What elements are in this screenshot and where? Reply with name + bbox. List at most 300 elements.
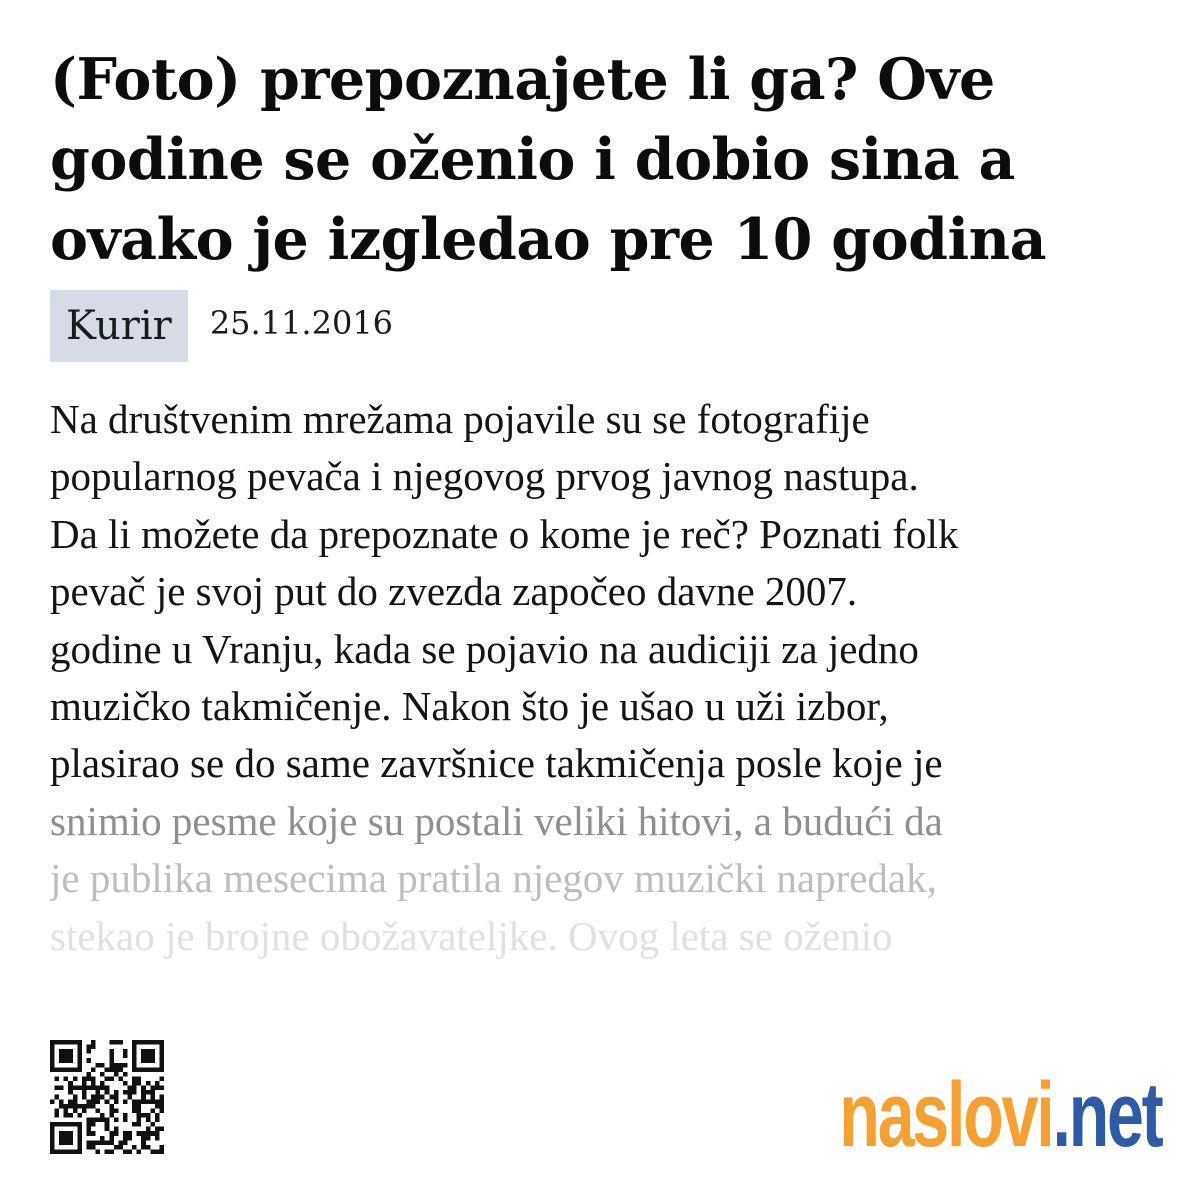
qr-module [64,1113,69,1118]
qr-module [146,1131,151,1136]
qr-module [77,1127,82,1132]
qr-module [132,1040,137,1045]
qr-module [55,1122,60,1127]
qr-module [132,1054,137,1059]
qr-module [59,1040,64,1045]
qr-module [118,1140,123,1145]
qr-module [128,1090,133,1095]
qr-module [91,1099,96,1104]
qr-module [137,1122,142,1127]
logo-main-text: naslovi [839,1064,1053,1166]
qr-module [159,1099,164,1104]
qr-module [68,1099,73,1104]
qr-module [118,1076,123,1081]
qr-module [141,1145,146,1150]
qr-module [105,1086,110,1091]
qr-module [86,1049,91,1054]
qr-module [68,1113,73,1118]
qr-module [73,1040,78,1045]
qr-module [68,1131,73,1136]
qr-module [123,1081,128,1086]
qr-module [109,1067,114,1072]
qr-module [150,1099,155,1104]
qr-module [100,1136,105,1141]
qr-module [146,1067,151,1072]
qr-module [86,1118,91,1123]
qr-module [132,1104,137,1109]
qr-module [132,1076,137,1081]
qr-module [64,1058,69,1063]
qr-module [137,1131,142,1136]
qr-module [77,1058,82,1063]
qr-module [132,1090,137,1095]
body-line: Da li možete da prepoznate o kome je reč? Poznati folk [50,510,959,557]
qr-module [55,1086,60,1091]
qr-module [114,1131,119,1136]
qr-module [123,1136,128,1141]
qr-module [141,1099,146,1104]
qr-module [105,1067,110,1072]
qr-module [132,1145,137,1150]
article-meta [50,290,393,362]
qr-module [123,1140,128,1145]
qr-module [64,1076,69,1081]
qr-module [68,1090,73,1095]
qr-module [86,1076,91,1081]
qr-module [77,1149,82,1154]
qr-module [64,1136,69,1141]
qr-module [146,1058,151,1063]
qr-module [105,1127,110,1132]
qr-module [50,1054,55,1059]
qr-module [96,1090,101,1095]
qr-module [159,1067,164,1072]
qr-module [109,1049,114,1054]
qr-module [64,1040,69,1045]
qr-module [73,1122,78,1127]
qr-module [146,1081,151,1086]
qr-module [155,1104,160,1109]
qr-module [100,1113,105,1118]
qr-module [109,1136,114,1141]
qr-module [73,1104,78,1109]
qr-module [91,1067,96,1072]
qr-module [137,1104,142,1109]
qr-module [146,1113,151,1118]
qr-module [109,1054,114,1059]
qr-module [128,1136,133,1141]
qr-module [114,1095,119,1100]
qr-module [73,1149,78,1154]
qr-module [77,1040,82,1045]
qr-module [50,1067,55,1072]
qr-module [77,1104,82,1109]
body-line: Na društvenim mrežama pojavile su se fotografije [50,396,870,442]
qr-module [109,1076,114,1081]
qr-module [68,1149,73,1154]
qr-module [150,1086,155,1091]
naslovi-logo[interactable] [840,1065,1162,1165]
qr-module [159,1054,164,1059]
qr-module [146,1127,151,1132]
qr-module [155,1081,160,1086]
qr-module [114,1127,119,1132]
qr-module [77,1140,82,1145]
qr-module [86,1086,91,1091]
qr-module [155,1149,160,1154]
body-line: popularnog pevača i njegovog prvog javnog nastupa. [50,453,919,500]
qr-module [141,1058,146,1063]
qr-module [50,1136,55,1141]
qr-module [150,1149,155,1154]
qr-module [77,1045,82,1050]
article-body [50,391,1160,1011]
qr-module [114,1090,119,1095]
qr-module [100,1095,105,1100]
qr-module [50,1063,55,1068]
qr-module [150,1131,155,1136]
qr-module [55,1149,60,1154]
qr-module [73,1076,78,1081]
qr-module [146,1049,151,1054]
qr-module [59,1140,64,1145]
qr-module [68,1081,73,1086]
body-line: pevač je svoj put do zvezda započeo davne 2007. [50,568,858,615]
qr-module [73,1067,78,1072]
qr-module [86,1122,91,1127]
qr-module [118,1067,123,1072]
qr-module [86,1104,91,1109]
qr-module [77,1131,82,1136]
publish-date: 25.11.2016 [209,304,394,342]
qr-module [141,1113,146,1118]
qr-module [91,1131,96,1136]
qr-module [91,1076,96,1081]
qr-module [132,1099,137,1104]
qr-module [155,1067,160,1072]
qr-module [91,1104,96,1109]
qr-module [150,1108,155,1113]
qr-module [100,1086,105,1091]
qr-module [68,1049,73,1054]
qr-module [123,1149,128,1154]
qr-module [96,1095,101,1100]
qr-module [159,1149,164,1154]
qr-module [68,1058,73,1063]
qr-module [137,1149,142,1154]
qr-module [55,1113,60,1118]
qr-module [114,1145,119,1150]
qr-module [150,1058,155,1063]
qr-module [114,1067,119,1072]
qr-module [64,1149,69,1154]
qr-module [77,1067,82,1072]
qr-module [109,1140,114,1145]
qr-module [86,1131,91,1136]
qr-module [68,1136,73,1141]
qr-module [50,1149,55,1154]
qr-module [150,1122,155,1127]
qr-module [82,1086,87,1091]
qr-module [146,1040,151,1045]
qr-module [141,1136,146,1141]
qr-module [105,1076,110,1081]
qr-module [150,1049,155,1054]
qr-module [86,1145,91,1150]
qr-module [100,1140,105,1145]
qr-module [105,1090,110,1095]
qr-module [50,1127,55,1132]
qr-module [82,1076,87,1081]
qr-module [128,1086,133,1091]
qr-module [91,1086,96,1091]
qr-module [82,1095,87,1100]
qr-module [159,1040,164,1045]
qr-module [141,1140,146,1145]
qr-module [109,1095,114,1100]
qr-module [118,1145,123,1150]
qr-module [109,1063,114,1068]
qr-module [82,1081,87,1086]
qr-module [123,1113,128,1118]
qr-module [50,1040,55,1045]
body-line: stekao je brojne obožavateljke. Ovog leta se oženio [50,912,893,959]
qr-module [109,1108,114,1113]
qr-module [64,1104,69,1109]
qr-module [77,1054,82,1059]
qr-module [59,1067,64,1072]
qr-module [150,1090,155,1095]
source-badge[interactable]: Kurir [50,290,188,362]
qr-module [132,1049,137,1054]
qr-module [114,1118,119,1123]
qr-module [68,1104,73,1109]
qr-module [159,1108,164,1113]
qr-module [64,1049,69,1054]
qr-module [77,1063,82,1068]
qr-module [50,1131,55,1136]
qr-module [132,1045,137,1050]
qr-module [155,1118,160,1123]
qr-module [123,1118,128,1123]
qr-module [59,1149,64,1154]
qr-module [132,1067,137,1072]
qr-module [82,1090,87,1095]
qr-module [141,1086,146,1091]
qr-module [137,1076,142,1081]
qr-module [146,1145,151,1150]
qr-module [86,1140,91,1145]
qr-module [137,1081,142,1086]
qr-module [96,1118,101,1123]
qr-module [82,1104,87,1109]
qr-module [159,1104,164,1109]
qr-module [96,1108,101,1113]
qr-module [77,1113,82,1118]
qr-module [150,1054,155,1059]
qr-module [55,1076,60,1081]
article-title: (Foto) prepoznajete li ga? Ove godine se oženio i dobio sina a ovako je izgledao pre 10 godina [50,46,1047,273]
qr-module [132,1108,137,1113]
qr-module [59,1122,64,1127]
qr-module [118,1040,123,1045]
qr-module [68,1086,73,1091]
qr-module [159,1058,164,1063]
qr-module [132,1086,137,1091]
qr-module [68,1122,73,1127]
qr-module [159,1063,164,1068]
qr-module [86,1127,91,1132]
qr-module [123,1131,128,1136]
qr-module [91,1118,96,1123]
qr-module [55,1108,60,1113]
qr-module [55,1067,60,1072]
qr-module [118,1063,123,1068]
qr-module [59,1104,64,1109]
qr-module [155,1131,160,1136]
qr-module [141,1095,146,1100]
body-line: muzičko takmičenje. Nakon što je ušao u uži izbor, [50,683,889,730]
qr-module [159,1145,164,1150]
qr-module [68,1054,73,1059]
qr-module [105,1140,110,1145]
qr-module [91,1122,96,1127]
qr-module [86,1045,91,1050]
qr-module [159,1086,164,1091]
qr-module [137,1113,142,1118]
qr-module [155,1040,160,1045]
qr-module [50,1099,55,1104]
qr-module [91,1140,96,1145]
qr-module [68,1140,73,1145]
qr-module [109,1058,114,1063]
qr-module [105,1122,110,1127]
qr-module [105,1149,110,1154]
qr-module [105,1099,110,1104]
qr-module [128,1149,133,1154]
body-line: plasirao se do same završnice takmičenja posle koje je [50,740,943,787]
body-line: godine u Vranju, kada se pojavio na audiciji za jedno [50,625,919,672]
qr-module [150,1040,155,1045]
qr-module [59,1058,64,1063]
qr-module [105,1118,110,1123]
qr-module [123,1049,128,1054]
qr-module [114,1108,119,1113]
qr-module [100,1118,105,1123]
qr-module [100,1081,105,1086]
qr-module [132,1058,137,1063]
qr-module [141,1067,146,1072]
qr-module [86,1058,91,1063]
qr-module [50,1145,55,1150]
qr-module [123,1063,128,1068]
qr-module [100,1063,105,1068]
qr-module [64,1067,69,1072]
qr-module [109,1104,114,1109]
qr-module [150,1095,155,1100]
qr-module [141,1090,146,1095]
qr-module [77,1145,82,1150]
qr-module [155,1099,160,1104]
qr-module [109,1149,114,1154]
qr-module [73,1099,78,1104]
qr-module [128,1095,133,1100]
qr-module [91,1040,96,1045]
qr-module [82,1108,87,1113]
qr-module [86,1099,91,1104]
qr-module [155,1086,160,1091]
qr-module [50,1049,55,1054]
qr-module [146,1136,151,1141]
qr-module [137,1040,142,1045]
qr-module [137,1099,142,1104]
qr-module [96,1149,101,1154]
qr-module [77,1086,82,1091]
qr-module [109,1131,114,1136]
qr-module [77,1122,82,1127]
qr-module [146,1054,151,1059]
qr-module [59,1131,64,1136]
qr-module [159,1049,164,1054]
qr-module [73,1108,78,1113]
logo-dot: . [1052,1064,1070,1166]
qr-module [55,1040,60,1045]
qr-module [64,1108,69,1113]
qr-module [68,1067,73,1072]
qr-module [64,1140,69,1145]
qr-module [64,1131,69,1136]
qr-module [96,1099,101,1104]
qr-module [159,1127,164,1132]
qr-module [59,1136,64,1141]
qr-module [150,1067,155,1072]
qr-module [146,1090,151,1095]
qr-module [146,1118,151,1123]
qr-module [159,1095,164,1100]
qr-module [59,1099,64,1104]
qr-module [114,1063,119,1068]
logo-tld-text: net [1069,1064,1162,1166]
qr-module [96,1086,101,1091]
qr-module [123,1099,128,1104]
qr-module [128,1131,133,1136]
qr-code-icon[interactable] [50,1040,164,1154]
qr-module [141,1131,146,1136]
qr-module [155,1136,160,1141]
qr-module [132,1122,137,1127]
qr-module [155,1113,160,1118]
qr-module [123,1090,128,1095]
qr-module [50,1140,55,1145]
qr-module [146,1099,151,1104]
qr-module [137,1108,142,1113]
qr-module [77,1136,82,1141]
qr-module [59,1054,64,1059]
qr-module [50,1045,55,1050]
qr-module [73,1095,78,1100]
qr-module [96,1063,101,1068]
qr-module [114,1072,119,1077]
qr-module [64,1122,69,1127]
qr-module [155,1127,160,1132]
qr-module [59,1086,64,1091]
qr-module [159,1045,164,1050]
qr-module [91,1145,96,1150]
qr-module [109,1040,114,1045]
qr-module [114,1040,119,1045]
qr-module [137,1067,142,1072]
qr-module [91,1095,96,1100]
